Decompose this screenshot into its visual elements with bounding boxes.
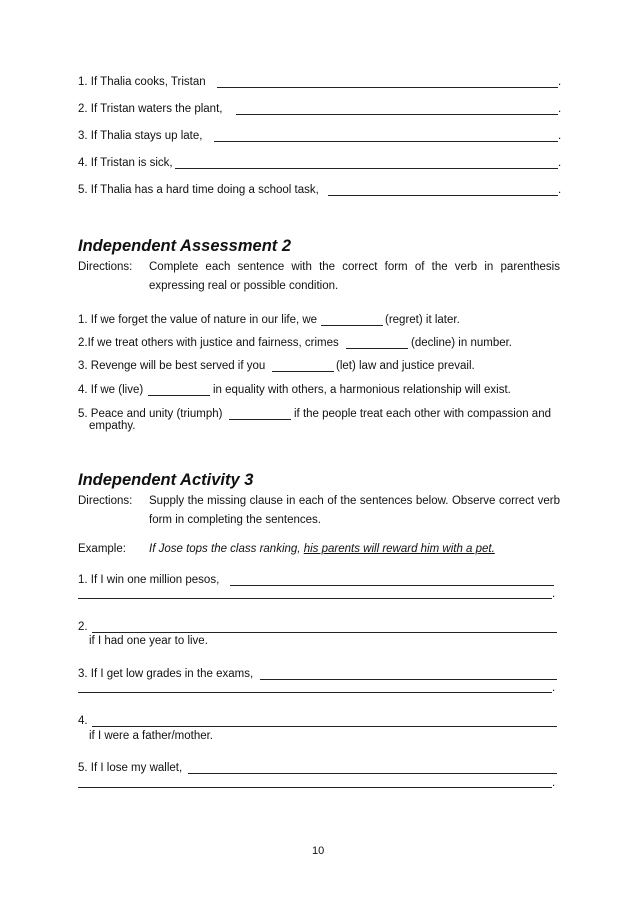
activity-3-item-3-text: 3. If I get low grades in the exams, <box>78 668 254 680</box>
assessment-2-item-4-post: in equality with others, a harmonious relationship will exist. <box>213 384 511 396</box>
activity-3-item-5-line-1[interactable] <box>188 773 557 774</box>
assessment-2-directions-label: Directions: <box>78 261 133 273</box>
page-number: 10 <box>312 845 325 857</box>
assessment-2-item-2-blank[interactable] <box>346 348 408 349</box>
item-3-text: 3. If Thalia stays up late, <box>78 130 203 142</box>
activity-3-item-5-text: 5. If I lose my wallet, <box>78 762 183 774</box>
assessment-2-title: Independent Assessment 2 <box>78 237 292 255</box>
item-5-period: . <box>558 184 562 196</box>
activity-3-item-2-number: 2. <box>78 621 88 633</box>
item-4-text: 4. If Tristan is sick, <box>78 157 173 169</box>
assessment-2-item-1-blank[interactable] <box>321 325 383 326</box>
example-answer-clause: his parents will reward him with a pet. <box>303 543 495 555</box>
activity-3-title: Independent Activity 3 <box>78 471 254 489</box>
activity-3-item-4-number: 4. <box>78 715 88 727</box>
item-3-answer-line[interactable] <box>214 141 558 142</box>
item-1-period: . <box>558 76 562 88</box>
activity-3-item-2-line[interactable] <box>92 632 557 633</box>
assessment-2-item-2-pre: 2.If we treat others with justice and fairness, crimes <box>78 337 339 349</box>
assessment-2-item-1-post: (regret) it later. <box>385 314 460 326</box>
activity-3-item-2-clause: if I had one year to live. <box>89 635 208 647</box>
activity-3-item-4-line[interactable] <box>92 726 557 727</box>
assessment-2-item-3-post: (let) law and justice prevail. <box>336 360 475 372</box>
activity-3-item-1-line-1[interactable] <box>230 585 554 586</box>
assessment-2-item-3-pre: 3. Revenge will be best served if you <box>78 360 266 372</box>
item-3-period: . <box>558 130 562 142</box>
assessment-2-item-5-blank[interactable] <box>229 419 291 420</box>
activity-3-item-1-period: . <box>552 588 556 600</box>
activity-3-item-3-line-2[interactable] <box>78 692 552 693</box>
assessment-2-item-5-pre: 5. Peace and unity (triumph) <box>78 408 223 420</box>
example-label: Example: <box>78 543 126 555</box>
assessment-2-directions-text: Complete each sentence with the correct form of the verb in parenthesis expressing real or possible condition. <box>149 261 560 292</box>
activity-3-directions-text: Supply the missing clause in each of the sentences below. Observe correct verb form in completing the sentences. <box>149 495 560 526</box>
item-1-text: 1. If Thalia cooks, Tristan <box>78 76 206 88</box>
item-2-text: 2. If Tristan waters the plant, <box>78 103 223 115</box>
activity-3-directions-label: Directions: <box>78 495 133 507</box>
assessment-2-item-5-post: if the people treat each other with compassion and <box>294 408 551 420</box>
assessment-2-item-3-blank[interactable] <box>272 371 334 372</box>
activity-3-item-5-line-2[interactable] <box>78 787 552 788</box>
item-5-text: 5. If Thalia has a hard time doing a school task, <box>78 184 319 196</box>
item-5-answer-line[interactable] <box>328 195 558 196</box>
activity-3-item-3-period: . <box>552 682 556 694</box>
assessment-2-item-4-pre: 4. If we (live) <box>78 384 144 396</box>
item-4-answer-line[interactable] <box>175 168 558 169</box>
activity-3-item-4-clause: if I were a father/mother. <box>89 730 214 742</box>
item-1-answer-line[interactable] <box>217 87 558 88</box>
item-2-period: . <box>558 103 562 115</box>
activity-3-item-5-period: . <box>552 777 556 789</box>
assessment-2-item-5-continuation: empathy. <box>89 420 136 432</box>
activity-3-item-1-line-2[interactable] <box>78 598 552 599</box>
example-plain-clause: If Jose tops the class ranking, <box>149 543 301 555</box>
example-sentence <box>149 542 495 556</box>
item-4-period: . <box>558 157 562 169</box>
item-2-answer-line[interactable] <box>236 114 558 115</box>
activity-3-item-1-text: 1. If I win one million pesos, <box>78 574 220 586</box>
assessment-2-item-1-pre: 1. If we forget the value of nature in our life, we <box>78 314 318 326</box>
activity-3-item-3-line-1[interactable] <box>260 679 557 680</box>
assessment-2-item-4-blank[interactable] <box>148 395 210 396</box>
assessment-2-item-2-post: (decline) in number. <box>411 337 512 349</box>
